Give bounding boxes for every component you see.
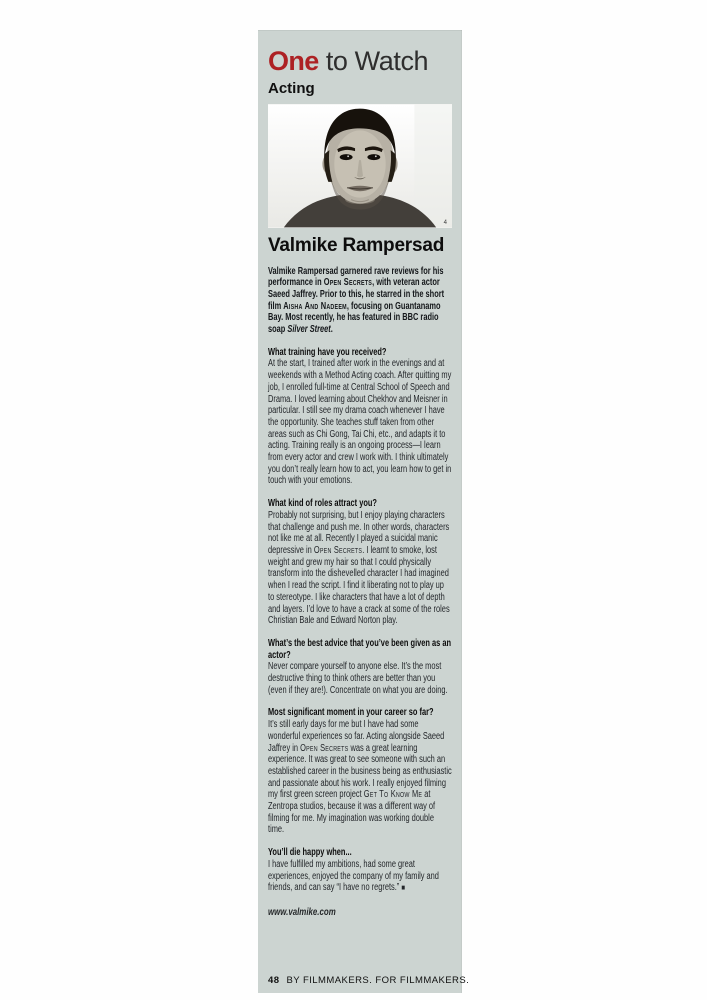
intro-paragraph: Valmike Rampersad garnered rave reviews for his performance in Open Secrets, with veteran actor Saeed Jaffrey. Prior to this, he starred in the short film Aisha And Nadeem, focusing on Guantanamo Bay. Most recently, he has featured in BBC radio soap Silver Street. bbox=[268, 265, 445, 336]
qa-item bbox=[268, 847, 452, 894]
qa-answer: I have fulfilled my ambitions, had some great experiences, enjoyed the company of my family and friends, and can say “I have no regrets.” ■ bbox=[268, 858, 439, 894]
photo-credit-mark: 4 bbox=[443, 219, 447, 226]
qa-list bbox=[268, 347, 452, 894]
qa-answer: It’s still early days for me but I have had some wonderful experiences so far. Acting alongside Saeed Jaffrey in Open Secrets was a great learning experience. It was great to see someone with such an established career in the business being as enthusiastic and passionate about his work. I really enjoyed filming my first green screen project Get To Know Me at Zentropa studios, because it was a different way of filming for me. My imagination was working double time. bbox=[268, 719, 452, 836]
qa-item bbox=[268, 498, 452, 627]
portrait-photo bbox=[268, 104, 452, 228]
website-url: www.valmike.com bbox=[268, 906, 336, 918]
qa-question: Most significant moment in your career so far? bbox=[268, 707, 434, 719]
headline: Valmike Rampersad bbox=[268, 234, 445, 256]
footer bbox=[268, 975, 469, 986]
article-body bbox=[268, 266, 452, 918]
magazine-column bbox=[258, 30, 470, 993]
qa-question: What kind of roles attract you? bbox=[268, 498, 377, 510]
section-title-accent: One bbox=[268, 46, 319, 76]
qa-answer: At the start, I trained after work in the evenings and at weekends with a Method Acting coach. After quitting my job, I enrolled full-time at Central School of Speech and Drama. I loved learning about Chekhov and Meisner in particular. I still see my drama coach whenever I have the opportunity. She teaches stuff taken from other areas such as Chi Gong, Tai Chi, etc., and adapts it to acting. Training really is an ongoing process—I learn from every actor and crew I work with. I think ultimately you don’t really learn how to act, you learn how to get in touch with your emotions. bbox=[268, 358, 452, 487]
qa-question: What training have you received? bbox=[268, 346, 387, 358]
portrait-image bbox=[268, 104, 452, 228]
section-title bbox=[268, 48, 452, 76]
qa-item bbox=[268, 707, 452, 836]
qa-answer: Probably not surprising, but I enjoy playing characters that challenge and push me. In other words, characters not like me at all. Recently I played a suicidal manic depressive in Open Secrets. I learnt to smoke, lost weight and grew my hair so that I could physically transform into the dishevelled character I had imagined when I read the script. I find it liberating not to play up to stereotype. I like characters that have a lot of depth and layers. I’d love to have a crack at some of the roles Christian Bale and Edward Norton play. bbox=[268, 509, 450, 627]
qa-item bbox=[268, 347, 452, 487]
qa-question: You’ll die happy when... bbox=[268, 847, 352, 859]
section-title-rest: to Watch bbox=[318, 46, 429, 76]
qa-item bbox=[268, 638, 452, 697]
qa-answer: Never compare yourself to anyone else. It’s the most destructive thing to think others are better than you (even if they are!). Concentrate on what you are doing. bbox=[268, 661, 448, 696]
footer-tagline: BY FILMMAKERS. FOR FILMMAKERS. bbox=[286, 975, 470, 986]
qa-question: What’s the best advice that you’ve been given as an actor? bbox=[268, 637, 451, 661]
page-number: 48 bbox=[268, 975, 280, 986]
category-label: Acting bbox=[268, 79, 315, 97]
